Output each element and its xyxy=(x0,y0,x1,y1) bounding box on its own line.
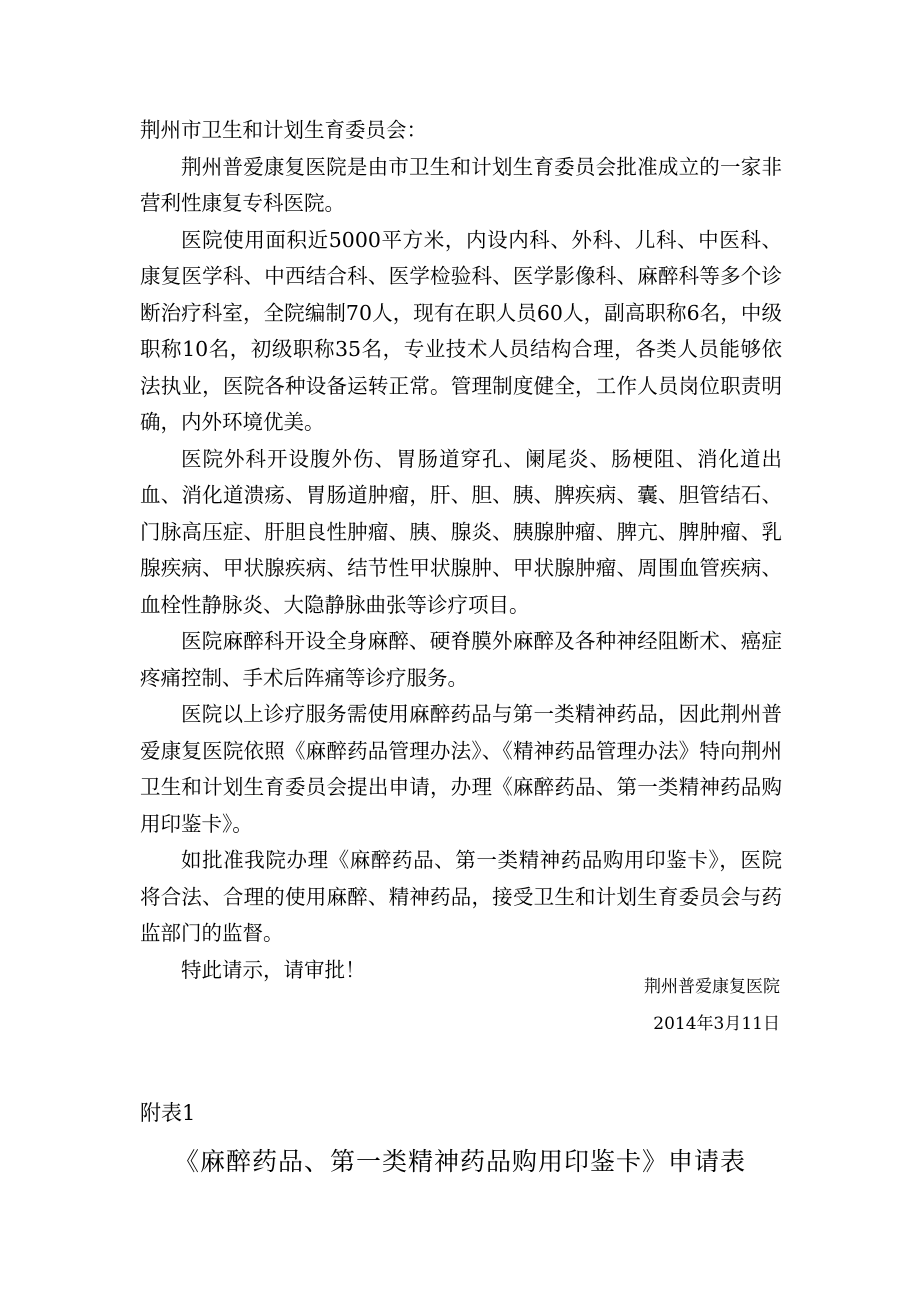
paragraph-commitment: 如批准我院办理《麻醉药品、第一类精神药品购用印鉴卡》，医院将合法、合理的使用麻醉、精神药品，接受卫生和计划生育委员会与药监部门的监督。 xyxy=(140,848,782,945)
signature-organization: 荆州普爱康复医院 xyxy=(644,977,780,997)
paragraph-intro: 荆州普爱康复医院是由市卫生和计划生育委员会批准成立的一家非营利性康复专科医院。 xyxy=(140,154,782,215)
letter-salutation: 荆州市卫生和计划生育委员会： xyxy=(140,118,427,142)
signature-date: 2014年3月11日 xyxy=(653,1014,780,1034)
paragraph-anesthesia: 医院麻醉科开设全身麻醉、硬脊膜外麻醉及各种神经阻断术、癌症疼痛控制、手术后阵痛等诊疗服务。 xyxy=(140,629,782,690)
paragraph-surgery: 医院外科开设腹外伤、胃肠道穿孔、阑尾炎、肠梗阻、消化道出血、消化道溃疡、胃肠道肿瘤，肝、胆、胰、脾疾病、囊、胆管结石、门脉高压症、肝胆良性肿瘤、胰、腺炎、胰腺肿瘤、脾亢、脾肿瘤、乳腺疾病、甲状腺疾病、结节性甲状腺肿、甲状腺肿瘤、周围血管疾病、血栓性静脉炎、大隐静脉曲张等诊疗项目。 xyxy=(140,446,782,617)
letter-body xyxy=(140,112,782,988)
paragraph-application: 医院以上诊疗服务需使用麻醉药品与第一类精神药品，因此荆州普爱康复医院依照《麻醉药品管理办法》、《精神药品管理办法》特向荆州卫生和计划生育委员会提出申请，办理《麻醉药品、第一类精神药品购用印鉴卡》。 xyxy=(140,702,782,836)
paragraph-closing: 特此请示，请审批！ xyxy=(181,957,366,982)
annex-form-title: 《麻醉药品、第一类精神药品购用印鉴卡》申请表 xyxy=(173,1147,746,1176)
paragraph-facilities: 医院使用面积近5000平方米，内设内科、外科、儿科、中医科、康复医学科、中西结合科、医学检验科、医学影像科、麻醉科等多个诊断治疗科室，全院编制70人，现有在职人员60人，副高职称6名，中级职称10名，初级职称35名，专业技术人员结构合理，各类人员能够依法执业，医院各种设备运转正常。管理制度健全，工作人员岗位职责明确，内外环境优美。 xyxy=(140,227,782,434)
annex-label: 附表1 xyxy=(140,1101,196,1125)
